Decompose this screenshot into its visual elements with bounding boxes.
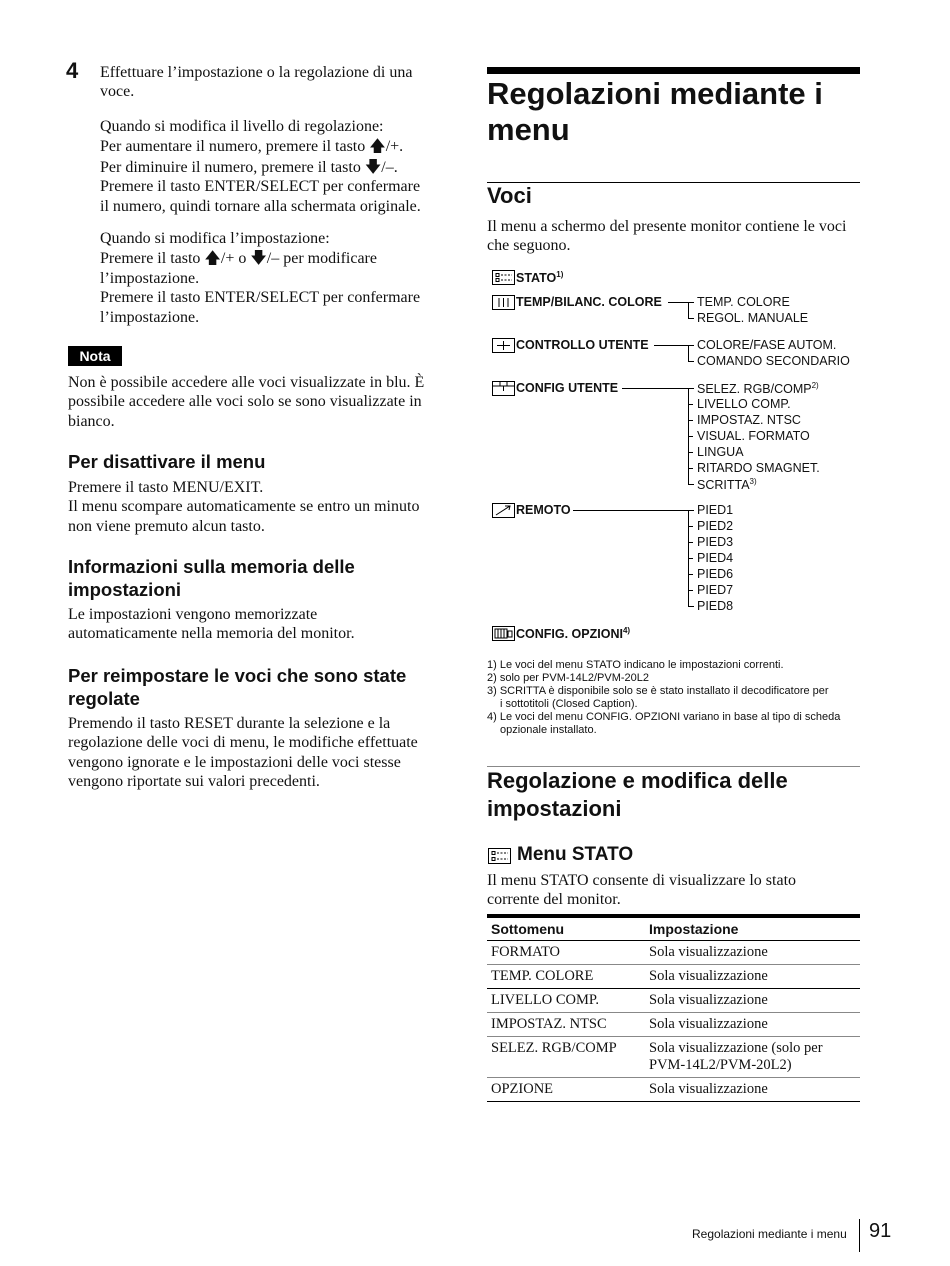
regolazione-heading-line: impostazioni xyxy=(487,796,622,821)
regolazione-heading xyxy=(487,767,867,823)
nota-badge: Nota xyxy=(68,346,122,366)
footnote-ref: 3) xyxy=(749,477,757,486)
submenu-item: IMPOSTAZ. NTSC xyxy=(697,413,801,427)
submenu-item: REGOL. MANUALE xyxy=(697,311,809,325)
confirm-line: il numero, quindi tornare alla schermata originale. xyxy=(100,197,421,215)
up-arrow-icon: 🡅 xyxy=(204,248,221,268)
nota-line: bianco. xyxy=(68,412,115,430)
section-heading-line: impostazioni xyxy=(68,578,182,600)
tree-connector xyxy=(688,436,693,437)
footer-section-title: Regolazioni mediante i menu xyxy=(692,1227,847,1241)
table-cell: LIVELLO COMP. xyxy=(487,989,645,1013)
confirm-line: Premere il tasto ENTER/SELECT per confermare xyxy=(100,289,421,307)
submenu-item: PIED8 xyxy=(697,599,734,613)
setting-text: /+ o xyxy=(220,250,251,268)
tree-connector xyxy=(688,361,694,362)
submenu-item: PIED2 xyxy=(697,519,734,533)
section-heading-line: Informazioni sulla memoria delle xyxy=(68,556,355,577)
footnote: 2) solo per PVM-14L2/PVM-20L2 xyxy=(487,672,650,684)
setting-line: l’impostazione. xyxy=(100,269,200,287)
tree-connector xyxy=(573,510,694,511)
menu-config-utente: CONFIG UTENTE xyxy=(516,381,619,395)
footnote: opzionale installato. xyxy=(500,724,597,736)
menu-config-opzioni xyxy=(516,626,630,641)
level-intro: Quando si modifica il livello di regolazione: xyxy=(100,118,384,135)
tree-connector xyxy=(668,302,694,303)
body-line: vengono ignorate e le impostazioni delle voci stesse xyxy=(68,753,401,771)
table-cell: OPZIONE xyxy=(487,1078,645,1102)
submenu-item-label: SELEZ. RGB/COMP xyxy=(697,382,812,397)
page-number: 91 xyxy=(869,1220,892,1242)
voci-intro-line: che seguono. xyxy=(487,237,571,255)
table-cell: Sola visualizzazione xyxy=(645,1013,860,1037)
tree-connector xyxy=(688,302,689,318)
body-line: Il menu scompare automaticamente se entro un minuto xyxy=(68,498,420,516)
stato-heading: Menu STATO xyxy=(517,844,634,865)
tree-connector xyxy=(688,318,694,319)
nota-line: Non è possibile accedere alle voci visualizzate in blu. È xyxy=(68,374,425,391)
submenu-item: COLORE/FASE AUTOM. xyxy=(697,338,837,352)
table-cell: IMPOSTAZ. NTSC xyxy=(487,1013,645,1037)
voci-heading: Voci xyxy=(487,183,532,208)
decrease-suffix: /–. xyxy=(381,158,398,176)
confirm-line: l’impostazione. xyxy=(100,308,200,326)
submenu-item xyxy=(697,381,819,396)
page-title-line: Regolazioni mediante i xyxy=(487,76,823,111)
menu-temp-bilanc-colore: TEMP/BILANC. COLORE xyxy=(516,295,662,309)
tree-connector xyxy=(622,388,694,389)
footnote-ref: 2) xyxy=(811,381,819,390)
menu-remoto: REMOTO xyxy=(516,503,571,517)
footnote: 4) Le voci del menu CONFIG. OPZIONI variano in base al tipo di scheda xyxy=(487,711,841,723)
confirm-line: Premere il tasto ENTER/SELECT per confermare xyxy=(100,178,421,196)
table-cell: FORMATO xyxy=(487,941,645,965)
increase-suffix: /+. xyxy=(385,138,404,156)
table-header: Sottomenu xyxy=(487,916,645,941)
tree-connector xyxy=(688,404,693,405)
table-row xyxy=(487,941,860,965)
submenu-item: PIED3 xyxy=(697,535,734,549)
menu-label: STATO xyxy=(516,271,557,286)
page-title-line: menu xyxy=(487,111,570,147)
stato-table xyxy=(487,914,860,1102)
stato-intro xyxy=(487,871,867,910)
tree-connector xyxy=(688,526,693,527)
footnotes xyxy=(487,659,867,737)
table-cell: TEMP. COLORE xyxy=(487,965,645,989)
table-cell: Sola visualizzazione (solo per PVM-14L2/PVM-20L2) xyxy=(645,1037,860,1078)
table-row xyxy=(487,1078,860,1102)
submenu-item-label: SCRITTA xyxy=(697,478,750,493)
body-line: Le impostazioni vengono memorizzate xyxy=(68,606,318,623)
up-arrow-icon: 🡅 xyxy=(369,136,386,156)
table-row xyxy=(487,1037,860,1078)
tree-connector xyxy=(688,420,693,421)
setting-intro: Quando si modifica l’impostazione: xyxy=(100,230,330,247)
temp-bilanc-icon xyxy=(492,295,515,310)
increase-text: Per aumentare il numero, premere il tasto xyxy=(100,138,370,156)
step-number: 4 xyxy=(66,58,79,83)
stato-icon xyxy=(492,270,515,285)
nota-line: possibile accedere alle voci solo se sono visualizzate in xyxy=(68,393,422,411)
decrease-text: Per diminuire il numero, premere il tasto xyxy=(100,158,365,176)
tree-connector xyxy=(688,606,694,607)
stato-icon xyxy=(488,848,511,864)
setting-text: Premere il tasto xyxy=(100,250,205,268)
footnote-ref: 4) xyxy=(622,626,631,635)
table-row xyxy=(487,989,860,1013)
regolazione-heading-line: Regolazione e modifica delle xyxy=(487,768,788,793)
tree-connector xyxy=(688,468,693,469)
submenu-item: PIED4 xyxy=(697,551,734,565)
tree-connector xyxy=(688,452,693,453)
section-heading-line: Per reimpostare le voci che sono state xyxy=(68,665,407,686)
submenu-item: PIED7 xyxy=(697,583,734,597)
footnote: 3) SCRITTA è disponibile solo se è stato installato il decodificatore per xyxy=(487,685,829,697)
step-text-line: voce. xyxy=(100,83,135,101)
body-line: non viene premuto alcun tasto. xyxy=(68,517,265,535)
footnote: i sottotitoli (Closed Caption). xyxy=(500,698,638,710)
table-header-row xyxy=(487,916,860,941)
submenu-item: PIED1 xyxy=(697,503,734,517)
down-arrow-icon: 🡇 xyxy=(250,248,267,268)
table-header: Impostazione xyxy=(645,916,860,941)
tree-connector xyxy=(688,542,693,543)
footnote: 1) Le voci del menu STATO indicano le impostazioni correnti. xyxy=(487,659,784,671)
footnote-ref: 1) xyxy=(556,270,564,279)
table-cell: Sola visualizzazione xyxy=(645,941,860,965)
body-line: Premendo il tasto RESET durante la selezione e la xyxy=(68,715,391,732)
body-line: automaticamente nella memoria del monitor. xyxy=(68,625,355,643)
submenu-item: RITARDO SMAGNET. xyxy=(697,461,820,475)
menu-stato xyxy=(516,270,563,285)
tree-connector xyxy=(688,574,693,575)
setting-text: /– per modificare xyxy=(266,250,377,268)
table-row xyxy=(487,1013,860,1037)
stato-intro-line: corrente del monitor. xyxy=(487,891,621,909)
section-heading-line: regolate xyxy=(68,687,140,709)
tree-connector xyxy=(688,558,693,559)
section-heading-line: Per disattivare il menu xyxy=(68,451,266,472)
tree-connector xyxy=(688,590,693,591)
submenu-item: TEMP. COLORE xyxy=(697,295,790,309)
table-cell: Sola visualizzazione xyxy=(645,989,860,1013)
table-cell: Sola visualizzazione xyxy=(645,1078,860,1102)
body-line: vengono riportate sui valori precedenti. xyxy=(68,773,320,791)
submenu-item xyxy=(697,477,757,492)
stato-intro-line: Il menu STATO consente di visualizzare lo stato xyxy=(487,872,797,889)
table-cell: Sola visualizzazione xyxy=(645,965,860,989)
tree-connector xyxy=(688,484,694,485)
submenu-item: LIVELLO COMP. xyxy=(697,397,791,411)
down-arrow-icon: 🡇 xyxy=(364,156,382,176)
body-line: regolazione delle voci di menu, le modifiche effettuate xyxy=(68,734,418,752)
body-line: Premere il tasto MENU/EXIT. xyxy=(68,479,264,496)
submenu-item: VISUAL. FORMATO xyxy=(697,429,810,443)
config-opzioni-icon xyxy=(492,626,515,641)
submenu-item: PIED6 xyxy=(697,567,734,581)
menu-controllo-utente: CONTROLLO UTENTE xyxy=(516,338,649,352)
table-cell: SELEZ. RGB/COMP xyxy=(487,1037,645,1078)
voci-intro-line: Il menu a schermo del presente monitor contiene le voci xyxy=(487,218,847,235)
tree-connector xyxy=(688,345,689,361)
table-row xyxy=(487,965,860,989)
submenu-item: LINGUA xyxy=(697,445,744,459)
submenu-item: COMANDO SECONDARIO xyxy=(697,354,850,368)
footer-divider xyxy=(859,1219,860,1252)
step-text-line: Effettuare l’impostazione o la regolazione di una xyxy=(100,64,413,81)
menu-label: CONFIG. OPZIONI xyxy=(516,627,623,642)
controllo-utente-icon xyxy=(492,338,515,353)
config-utente-icon xyxy=(492,381,515,396)
remoto-icon xyxy=(492,503,515,518)
